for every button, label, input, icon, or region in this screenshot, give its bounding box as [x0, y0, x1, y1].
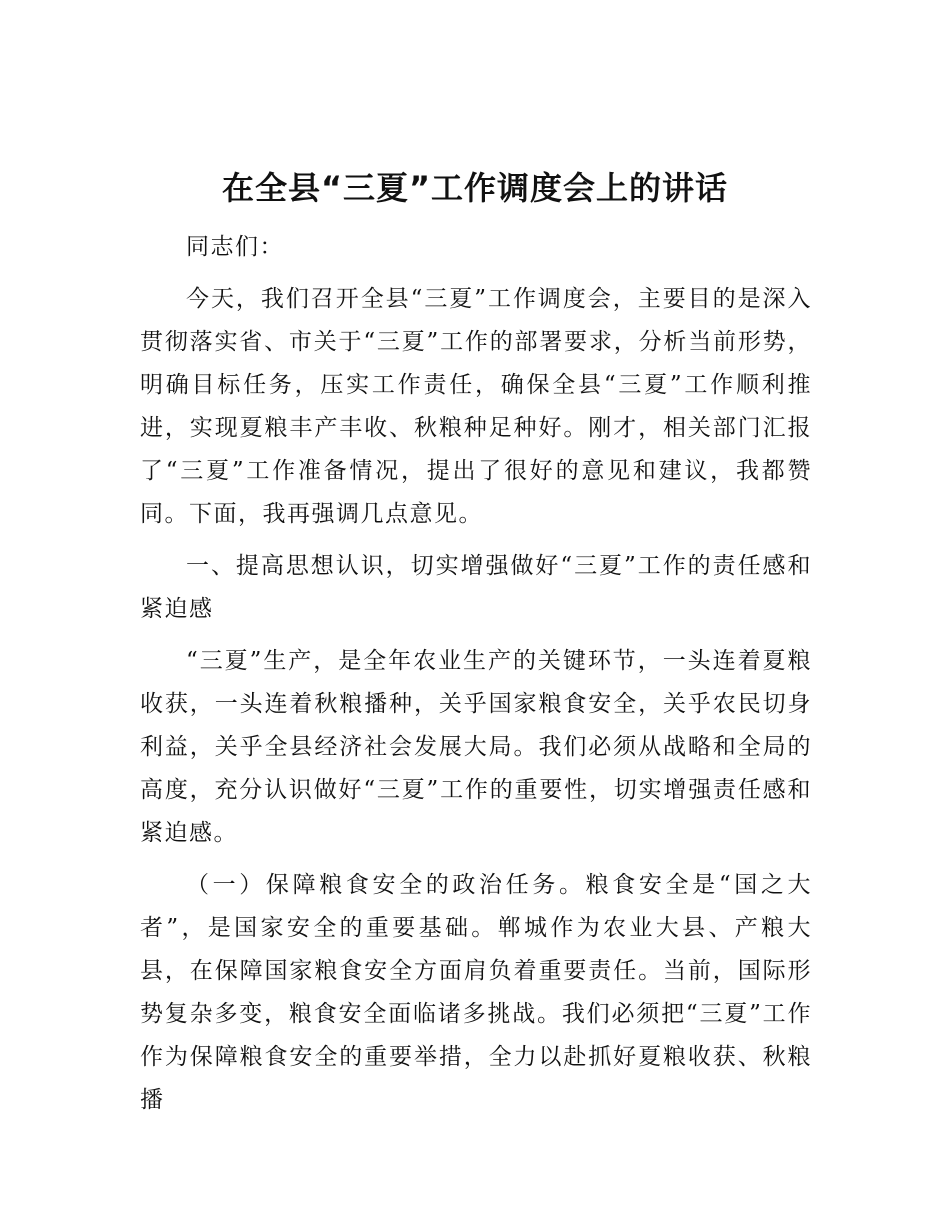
document-body	[140, 226, 812, 1122]
section-heading-1: 一、提高思想认识，切实增强做好“三夏”工作的责任感和紧迫感	[140, 553, 812, 622]
paragraph-section-1: “三夏”生产，是全年农业生产的关键环节，一头连着夏粮收获，一头连着秋粮播种，关乎国家粮食安全，关乎农民切身利益，关乎全县经济社会发展大局。我们必须从战略和全局的高度，充分认识做好“三夏”工作的重要性，切实增强责任感和紧迫感。	[140, 648, 812, 846]
paragraph-subsection-1: （一）保障粮食安全的政治任务。粮食安全是“国之大者”，是国家安全的重要基础。郸城作为农业大县、产粮大县，在保障国家粮食安全方面肩负着重要责任。当前，国际形势复杂多变，粮食安全面临诸多挑战。我们必须把“三夏”工作作为保障粮食安全的重要举措，全力以赴抓好夏粮收获、秋粮播	[140, 872, 812, 1113]
paragraph-intro: 今天，我们召开全县“三夏”工作调度会，主要目的是深入贯彻落实省、市关于“三夏”工作的部署要求，分析当前形势，明确目标任务，压实工作责任，确保全县“三夏”工作顺利推进，实现夏粮丰产丰收、秋粮种足种好。刚才，相关部门汇报了“三夏”工作准备情况，提出了很好的意见和建议，我都赞同。下面，我再强调几点意见。	[140, 286, 812, 527]
salutation: 同志们：	[186, 234, 284, 260]
document-title: 在全县“三夏”工作调度会上的讲话	[221, 169, 729, 207]
